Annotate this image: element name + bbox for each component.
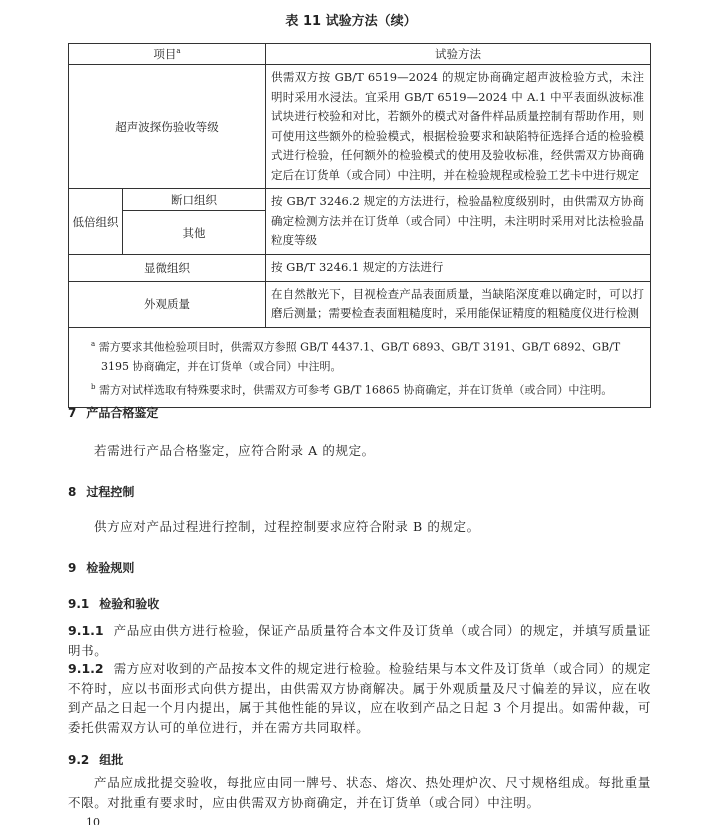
section-title: 检验规则 [86,561,135,575]
footnote-text: 需方要求其他检验项目时，供需双方参照 GB/T 4437.1、GB/T 6893、GB/T 3191、GB/T 6892、GB/T 3195 协商确定，并在订货单（或合同）中注明。 [98,340,621,374]
section-9-1-1 [68,621,651,660]
method-cell: 按 GB/T 3246.1 规定的方法进行 [266,255,651,282]
test-method-table [68,43,651,408]
section-number: 9 [68,561,77,575]
footnote-ref: a [176,47,181,56]
footnote-mark: a [91,339,96,348]
footnote [91,377,642,401]
table-row [69,281,651,327]
group-cell: 低倍组织 [69,189,123,255]
method-cell: 在自然散光下，目视检查产品表面质量，当缺陷深度难以确定时，可以打磨后测量；需要检查表面粗糙度时，采用能保证精度的粗糙度仪进行检测 [266,281,651,327]
method-cell: 供需双方按 GB/T 6519—2024 的规定协商确定超声波检验方式，未注明时采用水浸法。宜采用 GB/T 6519—2024 中 A.1 中平表面纵波标准试块进行校验和对比，若额外的模式对备件样品质量控制有帮助作用，则可使用这些额外的检验模式，根据检验要求和缺陷特征选择合适的检验模式进行检验，任何额外的检验模式的使用及验收标准，经供需双方协商确定后在订货单（或合同）中注明，并在检验规程或检验工艺卡中进行规定 [266,65,651,189]
section-title: 检验和验收 [99,597,160,611]
item-cell: 显微组织 [69,255,266,282]
page-number: 10 [86,816,100,825]
section-8-heading [68,483,134,500]
table-row [69,65,651,189]
section-number: 8 [68,485,77,499]
table-row [69,255,651,282]
section-number: 9.1.2 [68,661,104,676]
section-number: 9.2 [68,753,90,767]
sub-item-cell: 其他 [123,211,266,255]
header-item-label: 项目 [153,47,177,61]
footnotes-row [69,327,651,407]
section-title: 过程控制 [86,485,135,499]
table-row [69,189,651,211]
section-9-2-heading [68,751,123,768]
sub-item-cell: 断口组织 [123,189,266,211]
section-7-text: 若需进行产品合格鉴定，应符合附录 A 的规定。 [94,443,375,458]
footnotes-cell [69,327,651,407]
table-title: 表 11 试验方法（续） [285,14,417,29]
footnote [91,334,642,378]
footnote-text: 需方对试样选取有特殊要求时，供需双方可参考 GB/T 16865 协商确定，并在订货单（或合同）中注明。 [98,383,613,397]
item-cell: 外观质量 [69,281,266,327]
footnote-mark: b [91,383,96,392]
table-header-row [69,44,651,65]
header-method: 试验方法 [266,44,651,65]
method-cell: 按 GB/T 3246.2 规定的方法进行，检验晶粒度级别时，由供需双方协商确定检测方法并在订货单（或合同）中注明，未注明时采用对比法检验晶粒度等级 [266,189,651,255]
section-title: 组批 [99,753,124,767]
section-number: 9.1.1 [68,623,104,638]
section-text: 需方应对收到的产品按本文件的规定进行检验。检验结果与本文件及订货单（或合同）的规定不符时，应以书面形式向供方提出，由供需双方协商解决。属于外观质量及尺寸偏差的异议，应在收到产品之日起一个月内提出，属于其他性能的异议，应在收到产品之日起 3 个月提出。如需仲裁，可委托供需双方认可的单位进行，并在需方共同取样。 [68,661,651,735]
section-number: 7 [68,406,77,420]
item-cell: 超声波探伤验收等级 [69,65,266,189]
section-text: 产品应由供方进行检验，保证产品质量符合本文件及订货单（或合同）的规定，并填写质量证明书。 [68,623,651,658]
section-title: 产品合格鉴定 [86,406,159,420]
section-8-text: 供方应对产品过程进行控制，过程控制要求应符合附录 B 的规定。 [94,519,480,534]
section-7-heading [68,404,158,421]
section-9-2-text: 产品应成批提交验收，每批应由同一牌号、状态、熔次、热处理炉次、尺寸规格组成。每批重量不限。对批重有要求时，应由供需双方协商确定，并在订货单（或合同）中注明。 [68,775,651,810]
section-9-1-heading [68,595,159,612]
header-item [69,44,266,65]
section-number: 9.1 [68,597,90,611]
section-9-1-2 [68,659,651,737]
section-9-heading [68,559,134,576]
